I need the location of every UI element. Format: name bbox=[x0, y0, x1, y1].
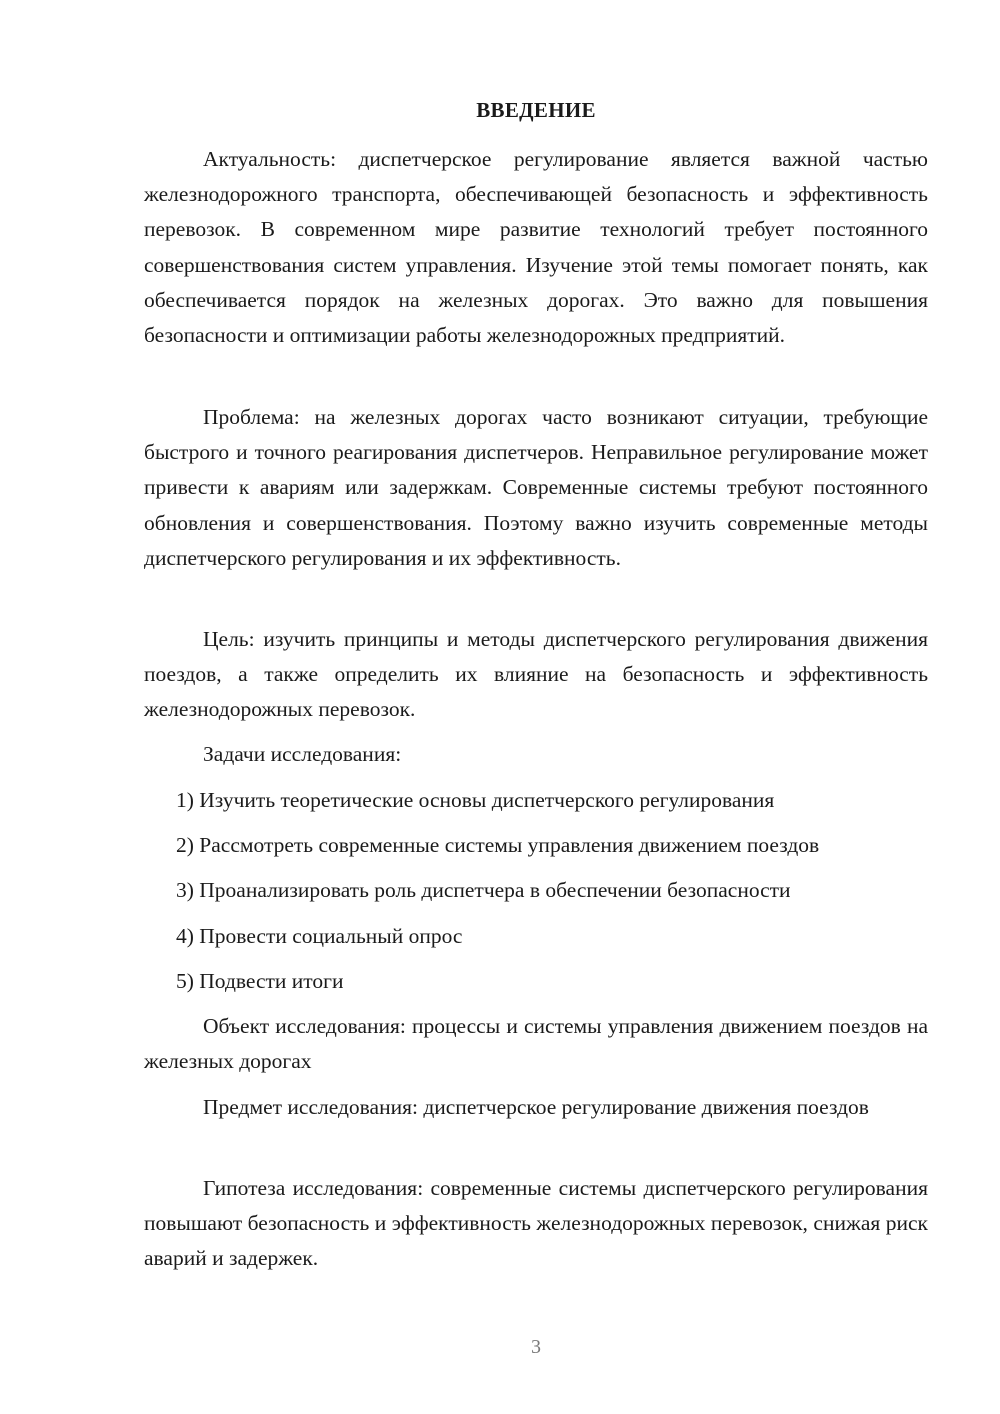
paragraph-subject: Предмет исследования: диспетчерское регулирование движения поездов bbox=[203, 1095, 869, 1119]
paragraph-problem: Проблема: на железных дорогах часто возникают ситуации, требующие быстрого и точного реагирования диспетчеров. Неправильное регулирование может привести к авариям или задержкам. Современные системы требуют постоянного обновления и совершенствования. Поэтому важно изучить современные методы диспетчерского регулирования и их эффективность. bbox=[144, 405, 928, 570]
list-item-task-1: 1) Изучить теоретические основы диспетчерского регулирования bbox=[176, 788, 775, 812]
page-title: ВВЕДЕНИЕ bbox=[476, 98, 596, 122]
list-item-task-3: 3) Проанализировать роль диспетчера в обеспечении безопасности bbox=[176, 878, 791, 902]
paragraph-relevance: Актуальность: диспетчерское регулирование является важной частью железнодорожного транспорта, обеспечивающей безопасность и эффективность перевозок. В современном мире развитие технологий требует постоянного совершенствования систем управления. Изучение этой темы помогает понять, как обеспечивается порядок на железных дорогах. Это важно для повышения безопасности и оптимизации работы железнодорожных предприятий. bbox=[144, 147, 928, 348]
list-item-task-5: 5) Подвести итоги bbox=[176, 969, 344, 993]
list-item-task-4: 4) Провести социальный опрос bbox=[176, 924, 463, 948]
paragraph-hypothesis: Гипотеза исследования: современные системы диспетчерского регулирования повышают безопасность и эффективность железнодорожных перевозок, снижая риск аварий и задержек. bbox=[144, 1176, 928, 1271]
paragraph-goal: Цель: изучить принципы и методы диспетчерского регулирования движения поездов, а также определить их влияние на безопасность и эффективность железнодорожных перевозок. bbox=[144, 627, 928, 722]
list-item-task-2: 2) Рассмотреть современные системы управления движением поездов bbox=[176, 833, 820, 857]
paragraph-object: Объект исследования: процессы и системы управления движением поездов на железных дорогах bbox=[144, 1014, 928, 1074]
tasks-heading: Задачи исследования: bbox=[203, 742, 402, 766]
page-number: 3 bbox=[531, 1336, 541, 1358]
